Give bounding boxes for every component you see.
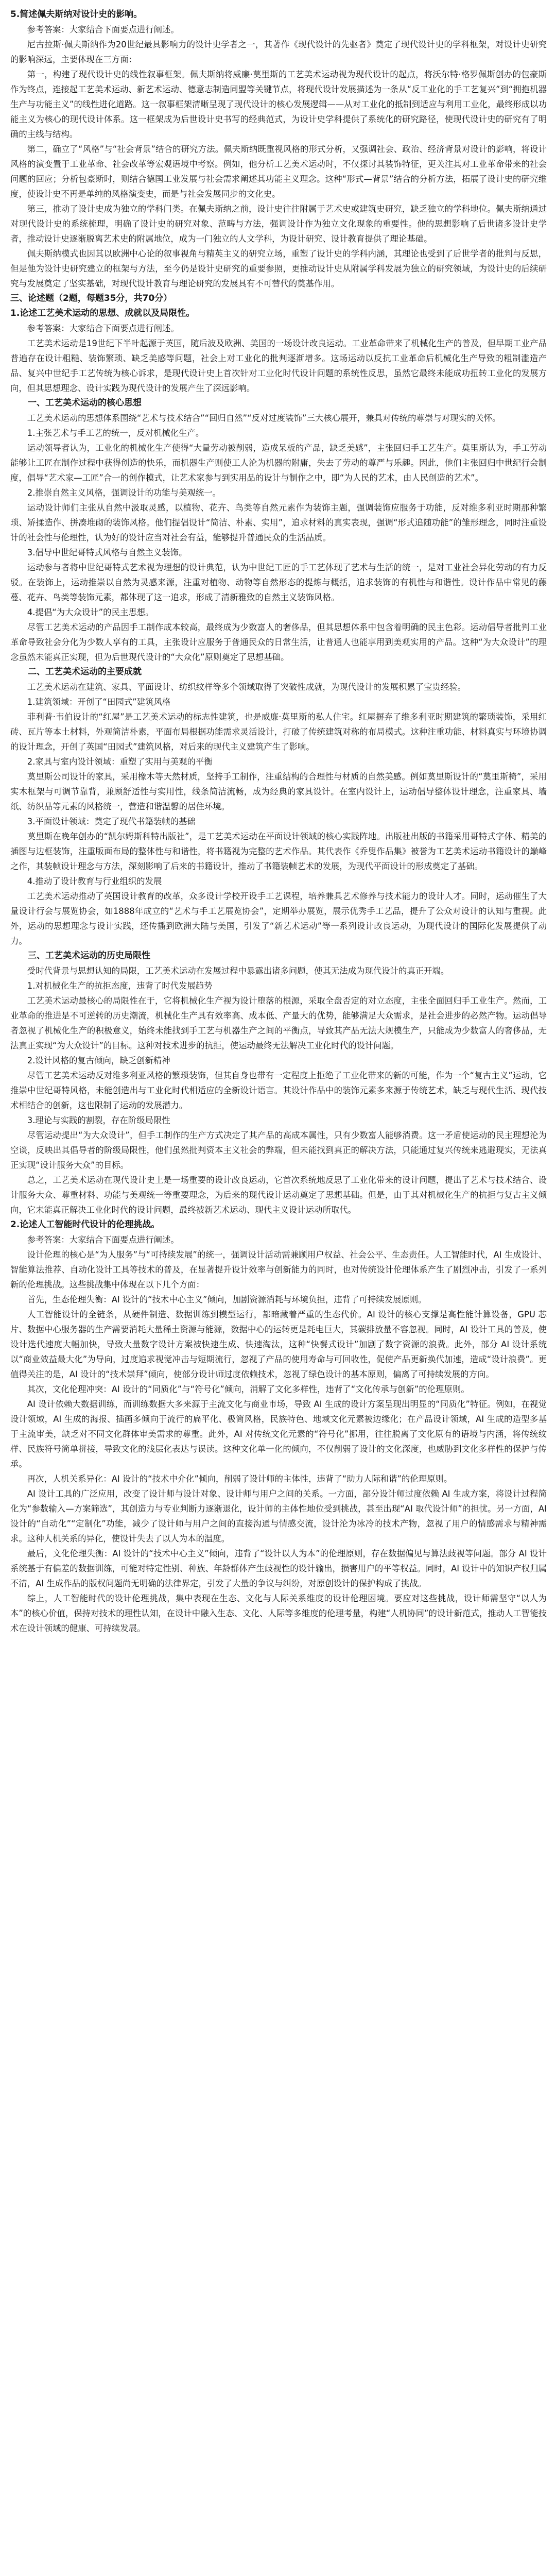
answer-label: 参考答案：大家结合下面要点进行阐述。	[27, 1235, 179, 1245]
paragraph: 尽管工艺美术运动的产品因手工制作成本较高，最终成为少数富人的奢侈品，但其思想体系中包含着明确的民主色彩。运动倡导者批判工业革命导致社会分化为少数人享有的工具，主张设计应服务于普通民众的日常生活，让普通人也能享用到美观实用的产品。这种“为大众设计”的理念虽然未能真正实现，但为后世现代设计的“大众化”原则奠定了思想基础。	[10, 622, 547, 662]
paragraph: 最后，文化伦理失衡：AI 设计的“技术中心主义”倾向，违背了“设计以人为本”的伦理原则，存在数据偏见与算法歧视等问题。部分 AI 设计系统基于有偏差的数据训练，可能对特定性别、种族、年龄群体产生歧视性的设计输出，损害用户的平等权益。同时，AI 设计中的知识产权归属不清，AI 生成作品的版权问题尚无明确的法律界定，引发了大量的争议与纠纷，对原创设计的保护构成了挑战。	[10, 1549, 547, 1588]
list-item: 4.提倡“为大众设计”的民主思想。	[27, 607, 154, 617]
paragraph: 运动设计师们主张从自然中汲取灵感，以植物、花卉、鸟类等自然元素作为装饰主题，强调装饰应服务于功能，反对维多利亚时期那种繁琐、矫揉造作、拼凑堆砌的装饰风格。他们提倡设计“简洁、朴素、实用”，追求材料的真实表现，强调“形式追随功能”的雏形理念，同时注重设计的社会性与伦理性，认为好的设计应当对社会有益，能够提升普通民众的生活品质。	[10, 503, 547, 543]
paragraph: 再次，人机关系异化：AI 设计的“技术中介化”倾向，削弱了设计师的主体性，违背了“助力人际和谐”的伦理原则。	[27, 1474, 453, 1484]
question-5-title: 5.简述佩夫斯纳对设计史的影响。	[10, 9, 143, 20]
paragraph: 工艺美术运动是19世纪下半叶起源于英国，随后波及欧洲、美国的一场设计改良运动。工业革命带来了机械化生产的普及，但早期工业产品普遍存在设计粗糙、装饰繁琐、缺乏美感等问题，社会上对工业化的批判逐渐增多。这场运动以反抗工业革命后机械化生产导致的粗制滥造产品、复兴中世纪手工艺传统为核心诉求，是现代设计史上首次针对工业化时代设计问题的系统性反思，虽然它最终未能成功扭转工业化的发展方向，但其思想理念、设计实践为现代设计的发展产生了深远影响。	[10, 338, 547, 393]
paragraph: 首先，生态伦理失衡：AI 设计的“技术中心主义”倾向，加剧资源消耗与环境负担，违背了可持续发展原则。	[27, 1295, 427, 1304]
paragraph: 第一，构建了现代设计史的线性叙事框架。佩夫斯纳将威廉·莫里斯的工艺美术运动视为现代设计的起点，将沃尔特·格罗佩斯创办的包豪斯作为终点，连接起工艺美术运动、新艺术运动、德意志制造同盟等关键节点，将现代设计发展描述为一条从“反工业化的手工艺复兴”到“拥抱机器生产与功能主义”的线性进化道路。这一叙事框架清晰呈现了现代设计的核心发展逻辑——从对工业化的抵制到适应与利用工业化，最终形成以功能主义为核心的现代设计体系。这一框架成为后世设计史书写的经典范式，为设计史学科提供了系统化的研究路径，使现代设计史的研究有了明确的主线与结构。	[10, 70, 547, 139]
answer-label: 参考答案：大家结合下面要点进行阐述。	[27, 25, 179, 35]
paragraph: 工艺美术运动的思想体系围绕“艺术与技术结合”“回归自然”“反对过度装饰”三大核心展开，兼具对传统的尊崇与对现实的关怀。	[27, 413, 501, 423]
list-item: 1.对机械化生产的抗拒态度，违背了时代发展趋势	[27, 981, 213, 991]
paragraph: 菲利普·韦伯设计的“红屋”是工艺美术运动的标志性建筑，也是威廉·莫里斯的私人住宅。红屋摒弃了维多利亚时期建筑的繁琐装饰，采用红砖、瓦片等本土材料，外观简洁朴素，平面布局根据功能需求灵活设计，打破了传统建筑对称的布局模式。这种注重功能、材料真实与环境协调的设计理念，开创了英国“田园式”建筑风格，对后来的现代主义建筑产生了影响。	[10, 712, 547, 752]
paragraph: 受时代背景与思想认知的局限，工艺美术运动在发展过程中暴露出诸多问题，使其无法成为现代设计的真正开端。	[27, 966, 449, 976]
paragraph: 其次，文化伦理冲突：AI 设计的“同质化”与“符号化”倾向，消解了文化多样性，违背了“文化传承与创新”的伦理原则。	[27, 1384, 470, 1394]
paragraph: 设计伦理的核心是“为人服务”与“可持续发展”的统一，强调设计活动需兼顾用户权益、社会公平、生态责任。人工智能时代，AI 生成设计、智能算法推荐、自动化设计工具等技术的普及，在显著提升设计效率与创新能力的同时，也对传统设计伦理体系产生了剧烈冲击，引发了一系列新的伦理挑战。这些挑战集中体现在以下几个方面：	[10, 1250, 547, 1290]
paragraph-conclusion: 综上，人工智能时代的设计伦理挑战，集中表现在生态、文化与人际关系维度的设计伦理困境。要应对这些挑战，设计师需坚守“以人为本”的核心价值，保持对技术的理性认知，在设计中融入生态、文化、人际等多维度的伦理考量，构建“人机协同”的设计新范式，推动人工智能技术在设计领域的健康、可持续发展。	[10, 1594, 547, 1633]
heading-achievements: 二、工艺美术运动的主要成就	[28, 667, 142, 677]
list-item: 3.倡导中世纪哥特式风格与自然主义装饰。	[27, 548, 187, 557]
heading-core-thought: 一、工艺美术运动的核心思想	[28, 398, 142, 408]
list-item: 1.主张艺术与手工艺的统一，反对机械化生产。	[27, 428, 204, 438]
paragraph-conclusion: 总之，工艺美术运动在现代设计史上是一场重要的设计改良运动，它首次系统地反思了工业化带来的设计问题，提出了艺术与技术结合、设计服务大众、尊重材料、功能与美观统一等重要理念，为后来的现代设计运动奠定了思想基础。但是，由于其对机械化生产的抗拒与复古主义倾向，它未能真正解决工业化时代的设计问题，最终被新艺术运动、现代主义设计运动所取代。	[10, 1175, 547, 1215]
paragraph: 第二，确立了“风格”与“社会背景”结合的研究方法。佩夫斯纳既重视风格的形式分析，又强调社会、政治、经济背景对设计的影响，将设计风格的演变置于工业革命、社会改革等宏观语境中考察。例如，他分析工艺美术运动时，不仅探讨其装饰特征，更关注其对工业革命带来的社会问题的回应；分析包豪斯时，则结合德国工业发展与社会需求阐述其功能主义理念。这种“形式—背景”结合的分析方法，拓展了设计史的研究维度，使设计史不再是单纯的风格演变史，而是与社会发展同步的文化史。	[10, 144, 547, 199]
paragraph: AI 设计工具的广泛应用，改变了设计师与设计对象、设计师与用户之间的关系。一方面，部分设计师过度依赖 AI 生成方案，将设计过程简化为“参数输入—方案筛选”，其创造力与专业判断力逐渐退化，设计师的主体性地位受到挑战，甚至出现“AI 取代设计师”的担忧。另一方面，AI 设计的“自动化”“定制化”功能，减少了设计师与用户之间的直接沟通与情感交流，设计沦为冰冷的技术产物，忽视了用户的情感需求与精神需求。这种人机关系的异化，使设计失去了以人为本的温度。	[10, 1489, 547, 1544]
paragraph: 尽管运动提出“为大众设计”，但手工制作的生产方式决定了其产品的高成本属性，只有少数富人能够消费。这一矛盾使运动的民主理想沦为空谈，反映出其倡导者的阶级局限性，他们虽然批判资本主义社会的弊端，但未能找到真正的解决方法，只能通过复兴传统来逃避现实，无法真正实现“设计服务大众”的目标。	[10, 1130, 547, 1170]
list-item: 1.建筑领域：开创了“田园式”建筑风格	[27, 697, 171, 707]
list-item: 3.平面设计领域：奠定了现代书籍装帧的基础	[27, 817, 196, 826]
paragraph: 佩夫斯纳模式也因其以欧洲中心论的叙事视角与精英主义的研究立场，重塑了设计史的学科内涵，其理论也受到了后世学者的批判与反思，但是他为设计史研究建立的框架与方法，至今仍是设计史研究的重要参照，更推动设计史从附属学科发展为独立的研究领域，为设计史的后续研究与发展奠定了坚实基础，对现代设计教育与理论研究的发展具有不可替代的奠基作用。	[10, 249, 547, 289]
question-1-title: 1.论述工艺美术运动的思想、成就以及局限性。	[10, 308, 195, 318]
paragraph: 尽管工艺美术运动反对维多利亚风格的繁琐装饰，但其自身也带有一定程度上拒绝了工业化带来的新的可能，作为一个“复古主义”运动，它推崇中世纪哥特风格，未能创造出与工业化时代相适应的全新设计语言。其设计作品中的装饰元素多来源于传统艺术，缺乏与现代生活、现代技术相结合的创新，这也限制了运动的发展潜力。	[10, 1071, 547, 1110]
paragraph: 运动领导者认为，工业化的机械化生产使得“大量劳动被削弱，造成呆板的产品，缺乏美感”，主张回归手工艺生产。莫里斯认为，手工劳动能够让工匠在制作过程中获得创造的快乐，而机器生产则使工人沦为机器的附庸，失去了劳动的尊严与乐趣。因此，他们主张回归中世纪行会制度，倡导“艺术家—工匠”合一的创作模式，让艺术家参与到实用品的设计与制作之中，即“为人民的艺术，由人民创造的艺术”。	[10, 443, 547, 483]
paragraph: 人工智能设计的全链条，从硬件制造、数据训练到模型运行，都暗藏着严重的生态代价。AI 设计的核心支撑是高性能计算设备，GPU 芯片、数据中心服务器的生产需要消耗大量稀土资源与能源，数据中心的运转更是耗电巨大，其碳排放量不容忽视。同时，AI 设计工具的普及，使设计迭代速度大幅加快，导致大量数字设计方案被快速生成、快速淘汰，这种“快餐式设计”加剧了数字资源的浪费。此外，部分 AI 设计系统以“商业效益最大化”为导向，过度追求视觉冲击与短期流行，忽视了产品的使用寿命与可回收性，促使产品更新换代加速，造成“设计浪费”。更值得关注的是，AI 设计的“技术崇拜”倾向，使部分设计师过度依赖技术，忽视了绿色设计的基本原则，偏离了可持续发展的方向。	[10, 1310, 547, 1379]
question-2-title: 2.论述人工智能时代设计的伦理挑战。	[10, 1219, 160, 1230]
list-item: 2.推崇自然主义风格，强调设计的功能与美观统一。	[27, 488, 221, 498]
paragraph: 工艺美术运动在建筑、家具、平面设计、纺织纹样等多个领域取得了突破性成就，为现代设计的发展积累了宝贵经验。	[27, 682, 466, 692]
paragraph: 第三，推动了设计史成为独立的学科门类。在佩夫斯纳之前，设计史往往附属于艺术史或建筑史研究，缺乏独立的学科地位。佩夫斯纳通过对现代设计史的系统梳理，明确了设计史的研究对象、范畴与方法，强调设计作为独立文化现象的重要性。他的思想影响了后世诸多设计史学者，推动设计史逐渐脱离艺术史的附属地位，成为一门独立的人文学科，为设计研究、设计教育提供了理论基础。	[10, 204, 547, 244]
paragraph: 尼古拉斯·佩夫斯纳作为20世纪最具影响力的设计史学者之一，其著作《现代设计的先驱者》奠定了现代设计史的学科框架，对设计史研究的影响深远，主要体现在三方面：	[10, 40, 547, 64]
list-item: 4.推动了设计教育与行业组织的发展	[27, 876, 162, 886]
paragraph: 莫里斯在晚年创办的“凯尔姆斯科特出版社”，是工艺美术运动在平面设计领域的核心实践阵地。出版社出版的书籍采用哥特式字体、精美的插图与边框装饰，注重版面布局的整体性与和谐性，将书籍视为完整的艺术作品。其代表作《乔叟作品集》被誉为工艺美术运动书籍设计的巅峰之作，其装帧设计理念与方法，深刻影响了后来的书籍设计，推动了书籍装帧艺术的发展，为现代平面设计的形成奠定了基础。	[10, 832, 547, 871]
paragraph: 工艺美术运动最核心的局限性在于，它将机械化生产视为设计堕落的根源，采取全盘否定的对立态度，主张全面回归手工业生产。然而，工业革命的推进是不可逆转的历史潮流，机械化生产具有效率高、成本低、产量大的优势，能够满足大众需求，是社会进步的必然产物。运动倡导者忽视了机械化生产的积极意义，始终未能找到手工艺与机器生产之间的平衡点，导致其产品无法大规模生产，只能成为少数富人的奢侈品，无法真正实现“为大众设计”的目标。这种对技术进步的抗拒，使运动最终无法解决工业化时代的设计问题。	[10, 996, 547, 1050]
list-item: 3.理论与实践的割裂，存在阶级局限性	[27, 1115, 170, 1125]
paragraph: 运动参与者将中世纪哥特式艺术视为理想的设计典范，认为中世纪工匠的手工艺体现了艺术与生活的统一，是对工业社会异化劳动的有力反驳。在装饰上，运动推崇以自然为灵感来源，注重对植物、动物等自然形态的提炼与概括，追求装饰的有机性与和谐性。设计作品中常见的藤蔓、花卉、鸟类等装饰元素，都体现了这一追求，形成了清新雅致的自然主义装饰风格。	[10, 563, 547, 602]
list-item: 2.家具与室内设计领域：重塑了实用与美观的平衡	[27, 757, 213, 767]
paragraph: AI 设计依赖大数据训练，而训练数据大多来源于主流文化与商业市场，导致 AI 生成的设计方案呈现出明显的“同质化”特征。例如，在视觉设计领域，AI 生成的海报、插画多倾向于流行的扁平化、极简风格，民族特色、地域文化元素被边缘化；在产品设计领域，AI 生成的造型多基于主流审美，缺乏对不同文化群体审美需求的尊重。此外，AI 对传统文化元素的“符号化”挪用，往往脱离了文化原有的语境与内涵，将传统纹样、民族符号简单拼接，导致文化的浅层化表达与误读。这种文化单一化的倾向，不仅削弱了设计的文化深度，也威胁到文化多样性的保护与传承。	[10, 1399, 547, 1469]
list-item: 2.设计风格的复古倾向，缺乏创新精神	[27, 1056, 170, 1065]
paragraph: 工艺美术运动推动了英国设计教育的改革，众多设计学校开设手工艺课程，培养兼具艺术修养与技术能力的设计人才。同时，运动催生了大量设计行会与展览协会，如1888年成立的“艺术与手工艺展览协会”，定期举办展览，展示优秀手工艺品，提升了公众对设计的认知与重视。此外，运动的思想理念与设计实践，还传播到欧洲大陆与美国，引发了“新艺术运动”等一系列设计改良运动，为现代设计的国际化发展提供了动力。	[10, 891, 547, 946]
section-3-title: 三、论述题（2题，每题35分，共70分）	[10, 293, 172, 303]
answer-label: 参考答案：大家结合下面要点进行阐述。	[27, 324, 179, 333]
paragraph: 莫里斯公司设计的家具，采用橡木等天然材质，坚持手工制作，注重结构的合理性与材质的自然美感。例如莫里斯设计的“莫里斯椅”，采用实木框架与可调节靠背，兼顾舒适性与实用性，线条简洁流畅，成为经典的家具设计。在室内设计上，运动倡导整体设计理念，注重家具、墙纸、纺织品等元素的风格统一，营造和谐温馨的居住环境。	[10, 772, 547, 811]
heading-limitations: 三、工艺美术运动的历史局限性	[28, 951, 150, 961]
